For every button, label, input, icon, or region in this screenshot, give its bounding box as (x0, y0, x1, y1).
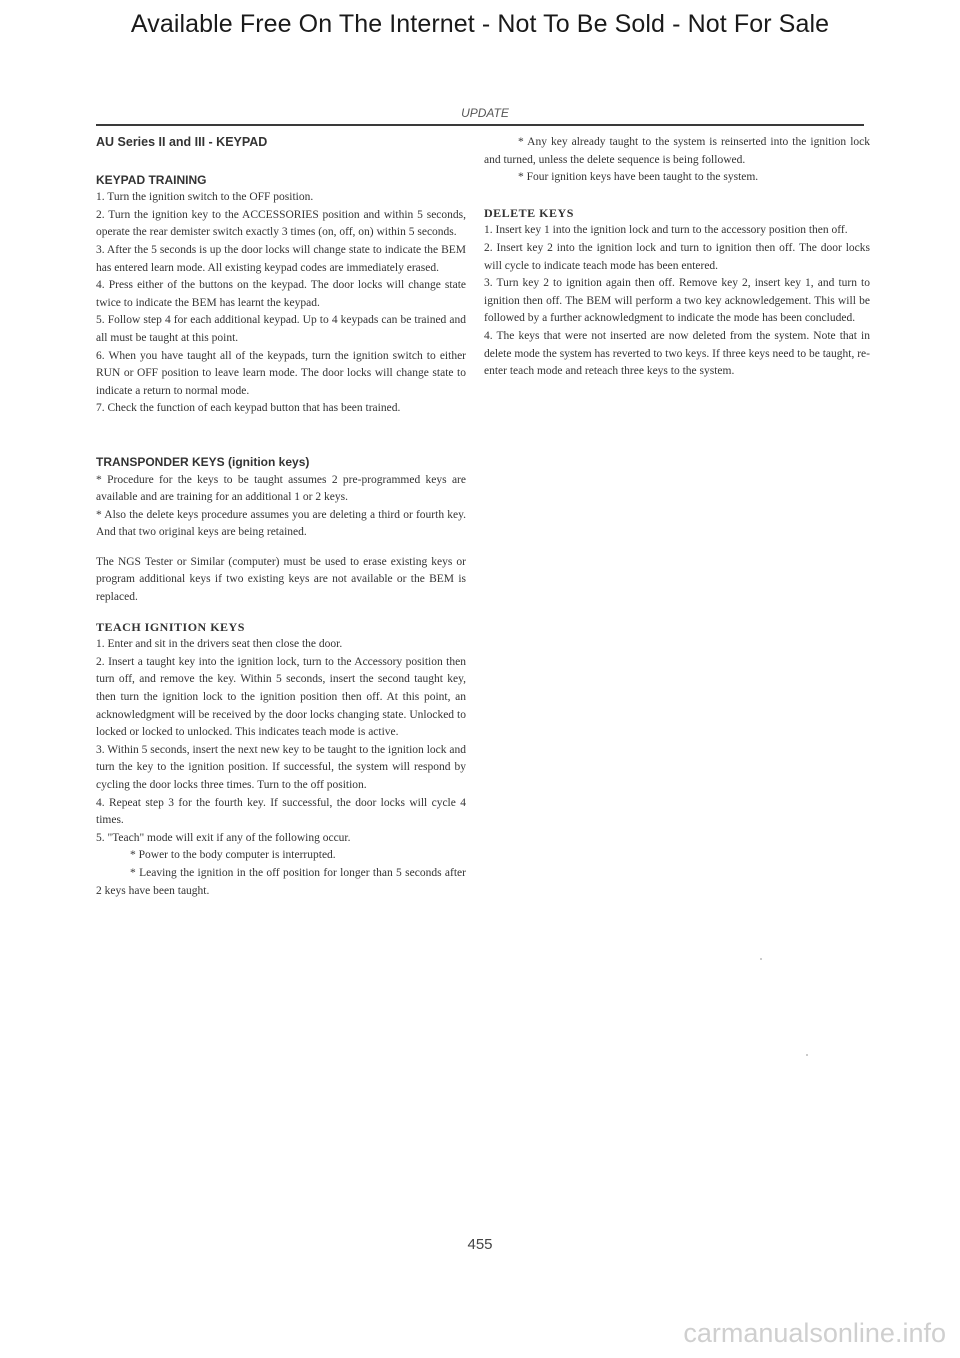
delete-keys-heading: DELETE KEYS (484, 205, 574, 220)
delete-step: 1. Insert key 1 into the ignition lock and turn to the accessory position then off. (484, 224, 848, 237)
keypad-step: 5. Follow step 4 for each additional keypad. Up to 4 keypads can be trained and all must be taught at this point. (96, 314, 466, 344)
teach-exit-condition-continued: * Any key already taught to the system is reinserted into the ignition lock and turned, unless the delete sequence is being followed. (484, 136, 870, 166)
teach-step: 2. Insert a taught key into the ignition lock, turn to the Accessory position then turn off, and remove the key. Within 5 seconds, insert the second taught key, then turn the ignition lock to the ignition position then off. At this point, an acknowledgment will be received by the door locks changing state. Unlocked to locked or locked to unlocked. This indicates teach mode is active. (96, 655, 466, 739)
teach-step: 3. Within 5 seconds, insert the next new key to be taught to the ignition lock and turn the key to the ignition position. If successful, the system will respond by cycling the door locks three times. Turn to the off position. (96, 743, 466, 791)
right-column (484, 134, 870, 381)
page-header-update: UPDATE (461, 106, 509, 120)
teach-ignition-keys-heading: TEACH IGNITION KEYS (96, 619, 245, 634)
scan-speck (806, 1054, 808, 1056)
keypad-step: 2. Turn the ignition key to the ACCESSORIES position and within 5 seconds, operate the rear demister switch exactly 3 times (on, off, on) within 5 seconds. (96, 208, 466, 239)
delete-step: 3. Turn key 2 to ignition again then off. Remove key 2, insert key 1, and turn to ignition then off. The BEM will perform a two key acknowledgement. This will be followed by a further acknowledgment to indicate the mode has been concluded. (484, 277, 870, 325)
keypad-step: 1. Turn the ignition switch to the OFF position. (96, 191, 314, 204)
availability-banner: Available Free On The Internet - Not To Be Sold - Not For Sale (130, 10, 830, 38)
teach-step: 5. "Teach" mode will exit if any of the following occur. (96, 831, 351, 844)
transponder-note: * Procedure for the keys to be taught assumes 2 pre-programmed keys are available and are training for an additional 1 or 2 keys. (96, 473, 466, 504)
teach-step: 1. Enter and sit in the drivers seat then close the door. (96, 638, 343, 651)
left-column (96, 134, 466, 900)
section-title: AU Series II and III - KEYPAD (96, 135, 268, 149)
ngs-tester-note: The NGS Tester or Similar (computer) must be used to erase existing keys or program additional keys if two existing keys are not available or the BEM is replaced. (96, 555, 466, 604)
header-rule (96, 124, 864, 126)
page-number: 455 (467, 1236, 493, 1253)
keypad-step: 4. Press either of the buttons on the keypad. The door locks will change state twice to indicate the BEM has learnt the keypad. (96, 279, 466, 309)
delete-step: 2. Insert key 2 into the ignition lock and turn to ignition then off. The door locks will cycle to indicate teach mode has been entered. (484, 241, 870, 272)
source-watermark: carmanualsonline.info (683, 1318, 946, 1348)
teach-exit-condition: * Power to the body computer is interrupted. (130, 849, 336, 862)
keypad-step: 6. When you have taught all of the keypads, turn the ignition switch to either RUN or OFF position to leave learn mode. The door locks will change state to indicate a return to normal mode. (96, 349, 466, 397)
keypad-step: 7. Check the function of each keypad button that has been trained. (96, 402, 401, 415)
keypad-training-heading: KEYPAD TRAINING (96, 172, 207, 187)
teach-exit-condition: * Leaving the ignition in the off position for longer than 5 seconds after 2 keys have been taught. (96, 866, 466, 897)
teach-step: 4. Repeat step 3 for the fourth key. If successful, the door locks will cycle 4 times. (96, 796, 466, 827)
delete-step: 4. The keys that were not inserted are now deleted from the system. Note that in delete mode the system has reverted to two keys. If three keys need to be taught, re-enter teach mode and reteach three keys to the system. (484, 329, 870, 378)
keypad-step: 3. After the 5 seconds is up the door locks will change state to indicate the BEM has entered learn mode. All existing keypad codes are immediately erased. (96, 243, 466, 274)
teach-exit-condition-continued: * Four ignition keys have been taught to the system. (518, 171, 759, 184)
transponder-keys-heading: TRANSPONDER KEYS (ignition keys) (96, 454, 310, 469)
scan-speck (760, 958, 762, 960)
transponder-note: * Also the delete keys procedure assumes you are deleting a third or fourth key. And that two original keys are being retained. (96, 508, 466, 539)
